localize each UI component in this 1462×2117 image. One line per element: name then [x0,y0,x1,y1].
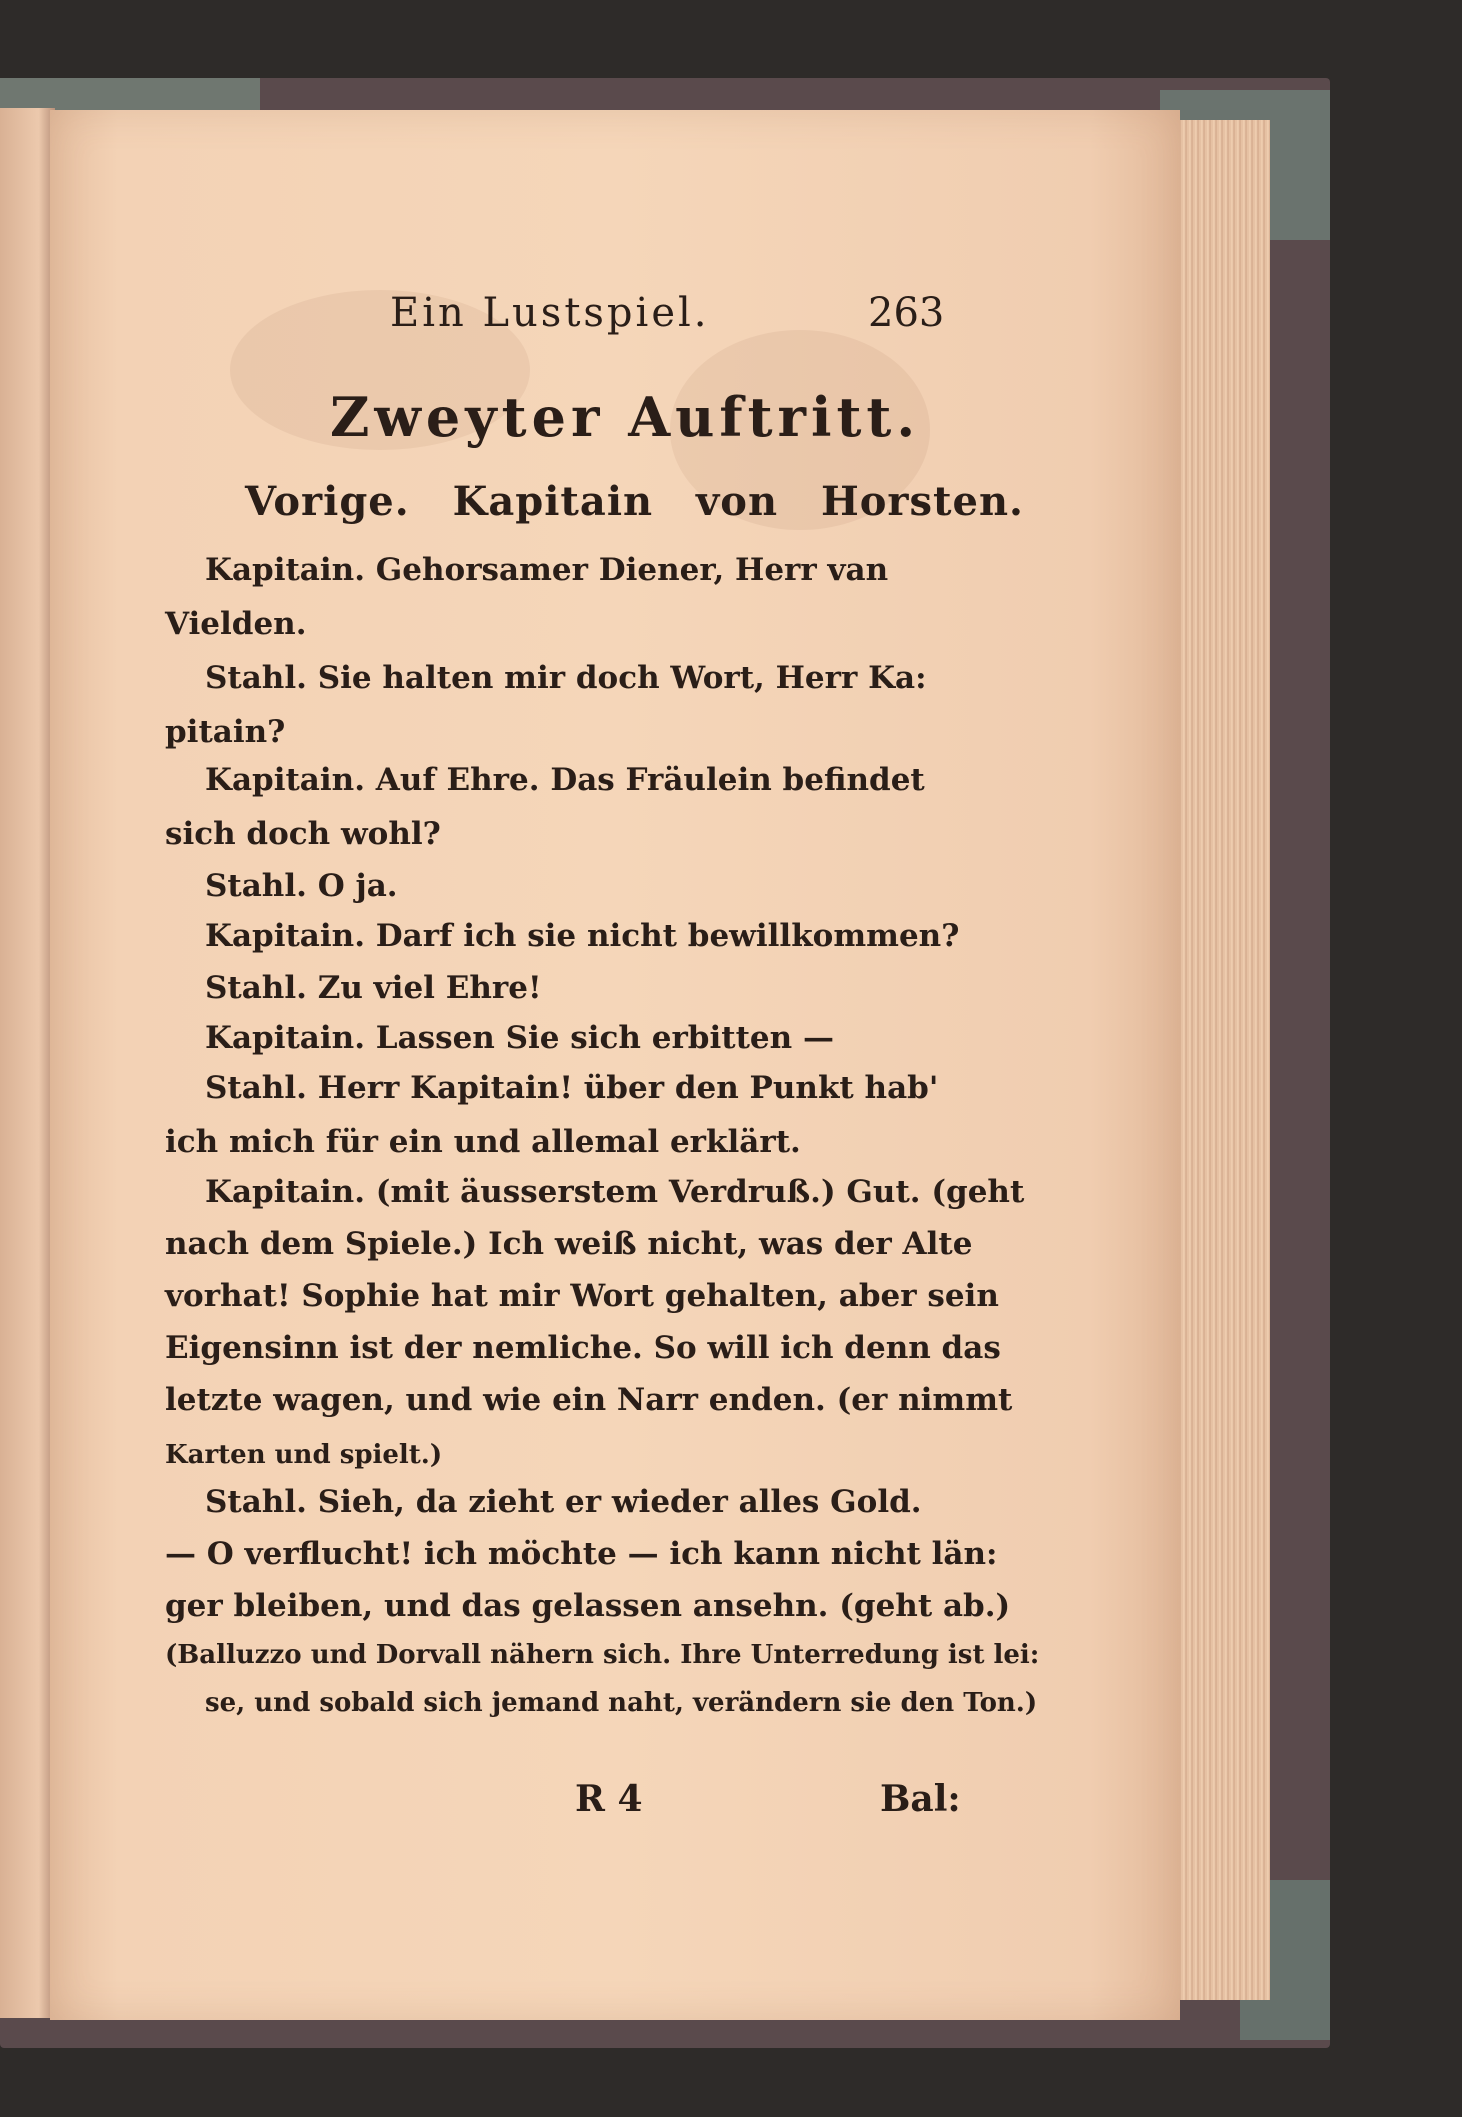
text-line: Stahl. Herr Kapitain! über den Punkt hab' [205,1070,939,1106]
stage-direction: se, und sobald sich jemand naht, verändern sie den Ton.) [205,1688,1038,1718]
page-number: 263 [868,290,945,336]
text-line: Stahl. Zu viel Ehre! [205,970,542,1006]
text-line: Kapitain. Darf ich sie nicht bewillkommen? [205,918,960,954]
text-line: Kapitain. Auf Ehre. Das Fräulein befindet [205,762,925,798]
running-head: Ein Lustspiel. [390,290,710,336]
catchword: Bal: [880,1778,961,1820]
stage-direction: (Balluzzo und Dorvall nähern sich. Ihre Unterredung ist lei: [165,1640,1040,1670]
cast-list: Vorige. Kapitain von Horsten. [245,478,1024,525]
text-line: Stahl. O ja. [205,868,398,904]
text-line: Vielden. [165,606,307,642]
text-line: sich doch wohl? [165,816,441,852]
text-line: — O verflucht! ich möchte — ich kann nicht län: [165,1536,998,1572]
text-line: vorhat! Sophie hat mir Wort gehalten, aber sein [165,1278,999,1314]
text-line: Eigensinn ist der nemliche. So will ich denn das [165,1330,1001,1366]
text-line: Kapitain. Gehorsamer Diener, Herr van [205,552,889,588]
page-edges [1170,120,1270,2000]
signature-mark: R 4 [575,1778,643,1820]
text-line: ich mich für ein und allemal erklärt. [165,1124,801,1160]
scene-title: Zweyter Auftritt. [330,385,921,449]
text-line: Kapitain. Lassen Sie sich erbitten — [205,1020,834,1056]
text-line: nach dem Spiele.) Ich weiß nicht, was der Alte [165,1226,973,1262]
text-line: Stahl. Sieh, da zieht er wieder alles Gold. [205,1484,922,1520]
text-line: Kapitain. (mit äusserstem Verdruß.) Gut. (geht [205,1174,1025,1210]
text-line: pitain? [165,714,286,750]
text-line: letzte wagen, und wie ein Narr enden. (er nimmt [165,1382,1013,1418]
text-line: Stahl. Sie halten mir doch Wort, Herr Ka: [205,660,927,696]
text-line: ger bleiben, und das gelassen ansehn. (geht ab.) [165,1588,1011,1624]
text-line: Karten und spielt.) [165,1440,443,1470]
facing-page-edge [0,108,55,2018]
